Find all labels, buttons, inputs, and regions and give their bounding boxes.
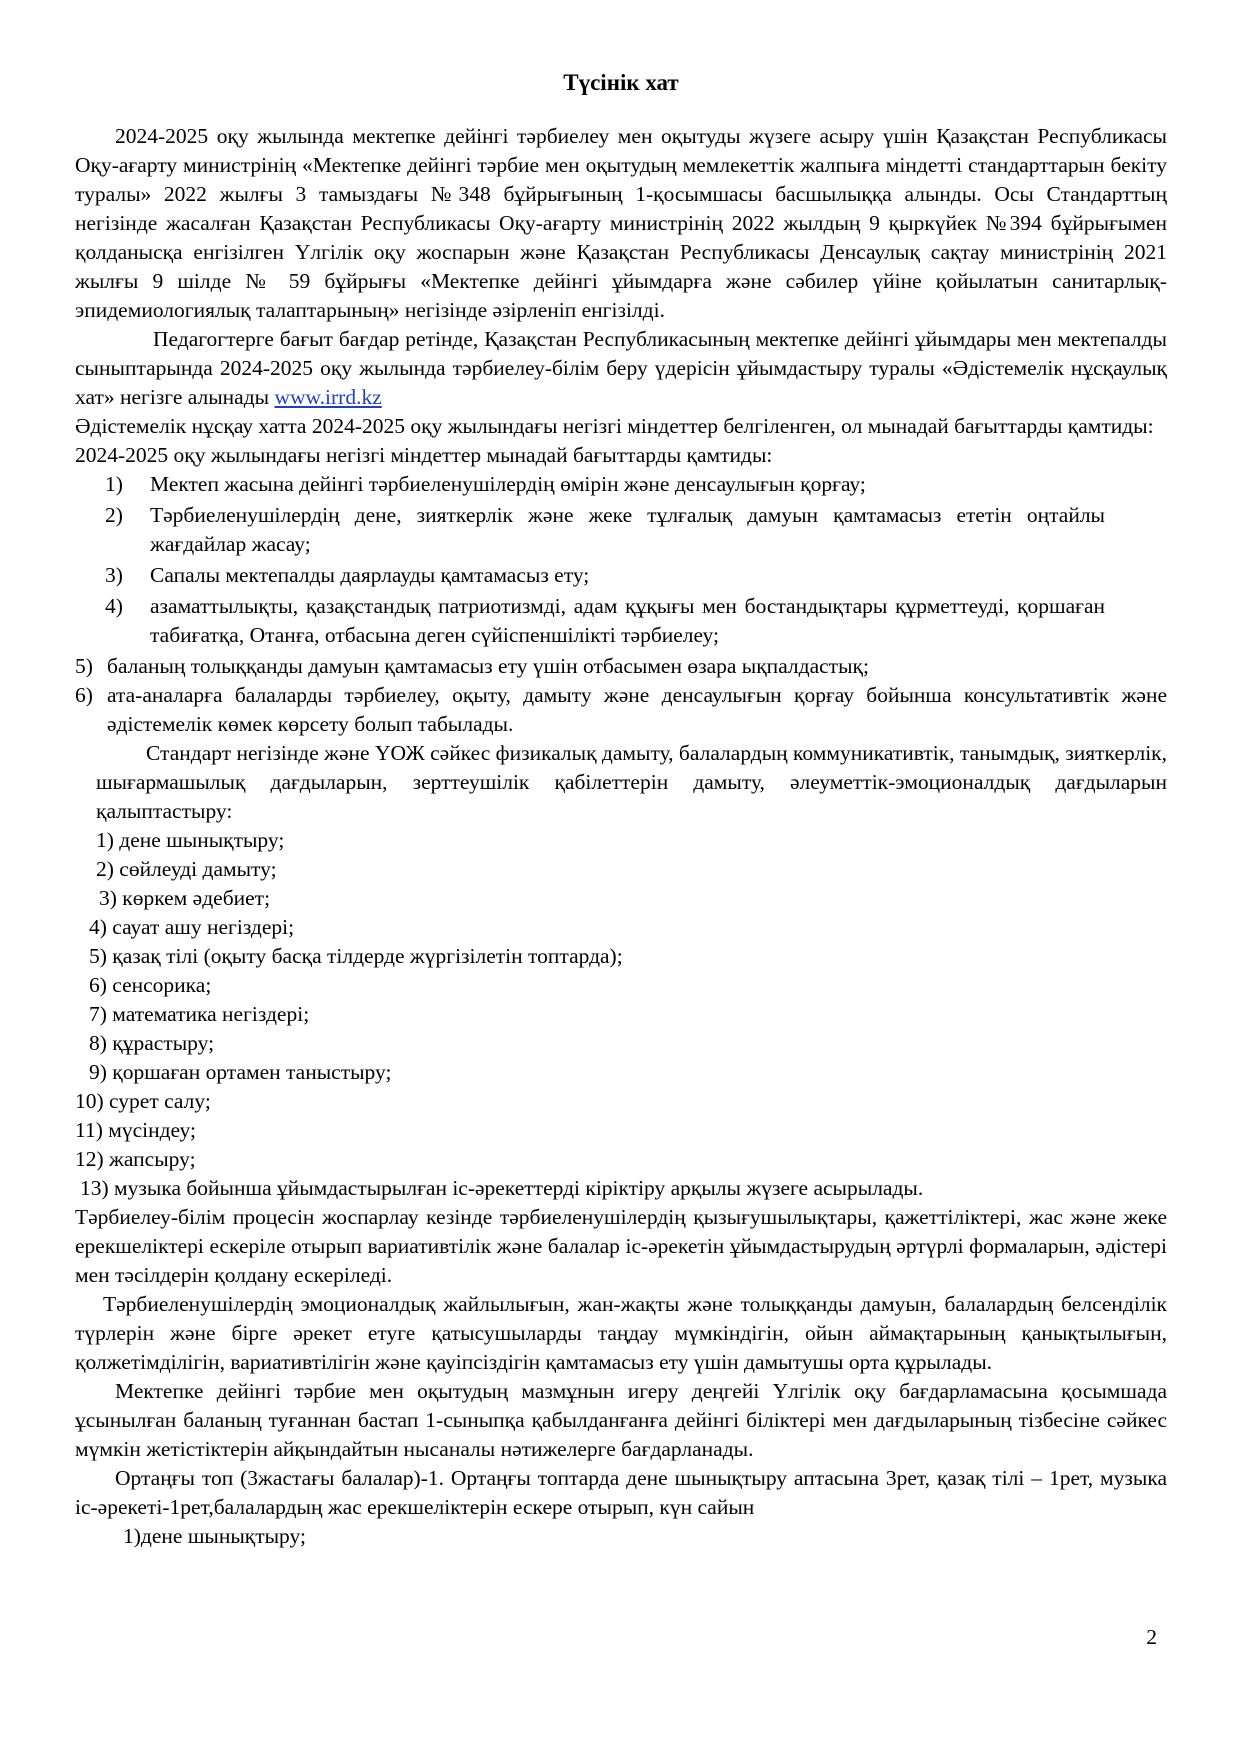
intro-paragraph: 2024-2025 оқу жылында мектепке дейінгі тәрбиелеу мен оқытуды жүзеге асыру үшін Қазақстан Республикасы Оқу-ағарту министрінің «Мектепке дейінгі тәрбие мен оқытудың мемлекеттік жалпыға міндетті стандарттарын бекіту туралы» 2022 жылғы 3 тамыздағы №348 бұйрығының 1-қосымшасы басшылыққа алынды. Осы Стандарттың негізінде жасалған Қазақстан Республикасы Оқу-ағарту министрінің 2022 жылдың 9 қыркүйек №394 бұйрығымен қолданысқа енгізілген Үлгілік оқу жоспарын және Қазақстан Республикасы Денсаулық сақтау министрінің 2021 жылғы 9 шілде № 59 бұйрығы «Мектепке дейінгі ұйымдарға және сәбилер үйіне қойылатын санитарлық-эпидемиологиялық талаптарының» негізінде әзірленіп енгізілді. (75, 124, 1167, 322)
item-text: ата-аналарға балаларды тәрбиелеу, оқыту, дамыту және денсаулығын қорғау бойынша консультативтік және әдістемелік көмек көрсету болып табылады. (107, 683, 1167, 736)
page-number: 2 (1146, 1625, 1157, 1649)
list-item (75, 592, 1105, 650)
list-item: 4) сауат ашу негіздері; (89, 915, 295, 939)
standard-section (75, 739, 1167, 826)
item-text: баланың толыққанды дамуын қамтамасыз ету үшін отбасымен өзара ықпалдастық; (107, 654, 869, 678)
list-item: 11) мүсіндеу; (75, 1118, 197, 1142)
list-item: 3) көркем әдебиет; (99, 886, 271, 910)
item-number: 5) (75, 654, 93, 678)
list-item: 12) жапсыру; (75, 1147, 196, 1171)
environment-paragraph: Тәрбиеленушілердің эмоционалдық жайлылығын, жан-жақты және толыққанды дамуын, балалардың белсенділік түрлерін және бірге әрекет етуге қатысушыларды таңдау мүмкіндігін, ойын аймақтарының қанықтылығын, қолжетімділігін, вариативтілігін және қауіпсіздігін қамтамасыз ету үшін дамытушы орта құрылады. (75, 1292, 1167, 1374)
list-item: 10) сурет салу; (75, 1089, 211, 1113)
outcomes-paragraph: Мектепке дейінгі тәрбие мен оқытудың мазмұнын игеру деңгейі Үлгілік оқу бағдарламасына қосымшада ұсынылған баланың туғаннан бастап 1-сыныпқа қабылданғанға дейінгі біліктері мен дағдыларының тізбесіне сәйкес мүмкін жетістіктерін айқындайтын нысаналы нәтижелерге бағдарланады. (75, 1379, 1167, 1461)
tasks-list (75, 470, 1167, 650)
document-page (75, 68, 1167, 1551)
irrd-link[interactable]: www.irrd.kz (274, 385, 382, 409)
guidance-paragraph (75, 325, 1167, 412)
list-item (75, 561, 1105, 590)
list-item: 6) сенсорика; (89, 973, 212, 997)
list-item (75, 501, 1105, 559)
list-item: 8) құрастыру; (89, 1031, 215, 1055)
item-number: 4) (105, 594, 123, 618)
item-number: 2) (105, 503, 123, 527)
list-item: 13) музыка бойынша ұйымдастырылған іс-әрекеттерді кіріктіру арқылы жүзеге асырылады. (80, 1176, 924, 1200)
list-item (75, 681, 1167, 739)
tasks-heading: 2024-2025 оқу жылындағы негізгі міндеттер мынадай бағыттарды қамтиды: (75, 443, 773, 467)
standard-paragraph: Стандарт негізінде және ҮОЖ сәйкес физикалық дамыту, балалардың коммуникативтік, танымдық, зияткерлік, шығармашылық дағдыларын, зерттеушілік қабілеттерін дамыту, әлеуметтік-эмоционалдық дағдыларын қалыптастыру: (96, 741, 1167, 823)
guidance-text: Педагогтерге бағыт бағдар ретінде, Қазақстан Республикасының мектепке дейінгі ұйымдары мен мектепалды сыныптарында 2024-2025 оқу жылында тәрбиелеу-білім беру үдерісін ұйымдастыру туралы «Әдістемелік нұсқаулық хат» негізге алынады (75, 327, 1167, 409)
last-list-item: 1)дене шынықтыру; (123, 1524, 306, 1548)
tasks-intro-paragraph: Әдістемелік нұсқау хатта 2024-2025 оқу жылындағы негізгі міндеттер белгіленген, ол мынадай бағыттарды қамтиды: (75, 414, 1154, 438)
item-text: Мектеп жасына дейінгі тәрбиеленушілердің өмірін және денсаулығын қорғау; (150, 472, 866, 496)
item-number: 6) (75, 683, 93, 707)
list-item: 1) дене шынықтыру; (96, 828, 285, 852)
planning-paragraph: Тәрбиелеу-білім процесін жоспарлау кезінде тәрбиеленушілердің қызығушылықтары, қажеттіліктері, жас және жеке ерекшеліктері ескеріле отырып вариативтілік және балалар іс-әрекетін ұйымдастырудың әртүрлі формаларын, әдістері мен тәсілдерін қолдану ескеріледі. (75, 1205, 1167, 1287)
list-item: 7) математика негіздері; (89, 1002, 310, 1026)
subjects-list (75, 826, 1167, 1203)
list-item: 2) сөйлеуді дамыту; (96, 857, 277, 881)
list-item: 5) қазақ тілі (оқыту басқа тілдерде жүргізілетін топтарда); (89, 944, 623, 968)
middle-group-paragraph: Ортаңғы топ (3жастағы балалар)-1. Ортаңғы топтарда дене шынықтыру аптасына 3рет, қазақ тілі – 1рет, музыка іс-әрекеті-1рет,балалардың жас ерекшеліктерін ескере отырып, күн сайын (75, 1466, 1167, 1519)
item-text: Тәрбиеленушілердің дене, зияткерлік және жеке тұлғалық дамуын қамтамасыз ететін оңтайлы жағдайлар жасау; (150, 503, 1105, 556)
tasks-list-continued (75, 652, 1167, 739)
item-text: азаматтылықты, қазақстандық патриотизмді, адам құқығы мен бостандықтары құрметтеуді, қоршаған табиғатқа, Отанға, отбасына деген сүйіспеншілікті тәрбиелеу; (150, 594, 1105, 647)
list-item (75, 470, 1105, 499)
document-title: Түсінік хат (563, 70, 679, 95)
item-number: 3) (105, 563, 123, 587)
item-text: Сапалы мектепалды даярлауды қамтамасыз ету; (150, 563, 590, 587)
list-item (75, 652, 1167, 681)
list-item: 9) қоршаған ортамен таныстыру; (89, 1060, 392, 1084)
item-number: 1) (105, 472, 123, 496)
